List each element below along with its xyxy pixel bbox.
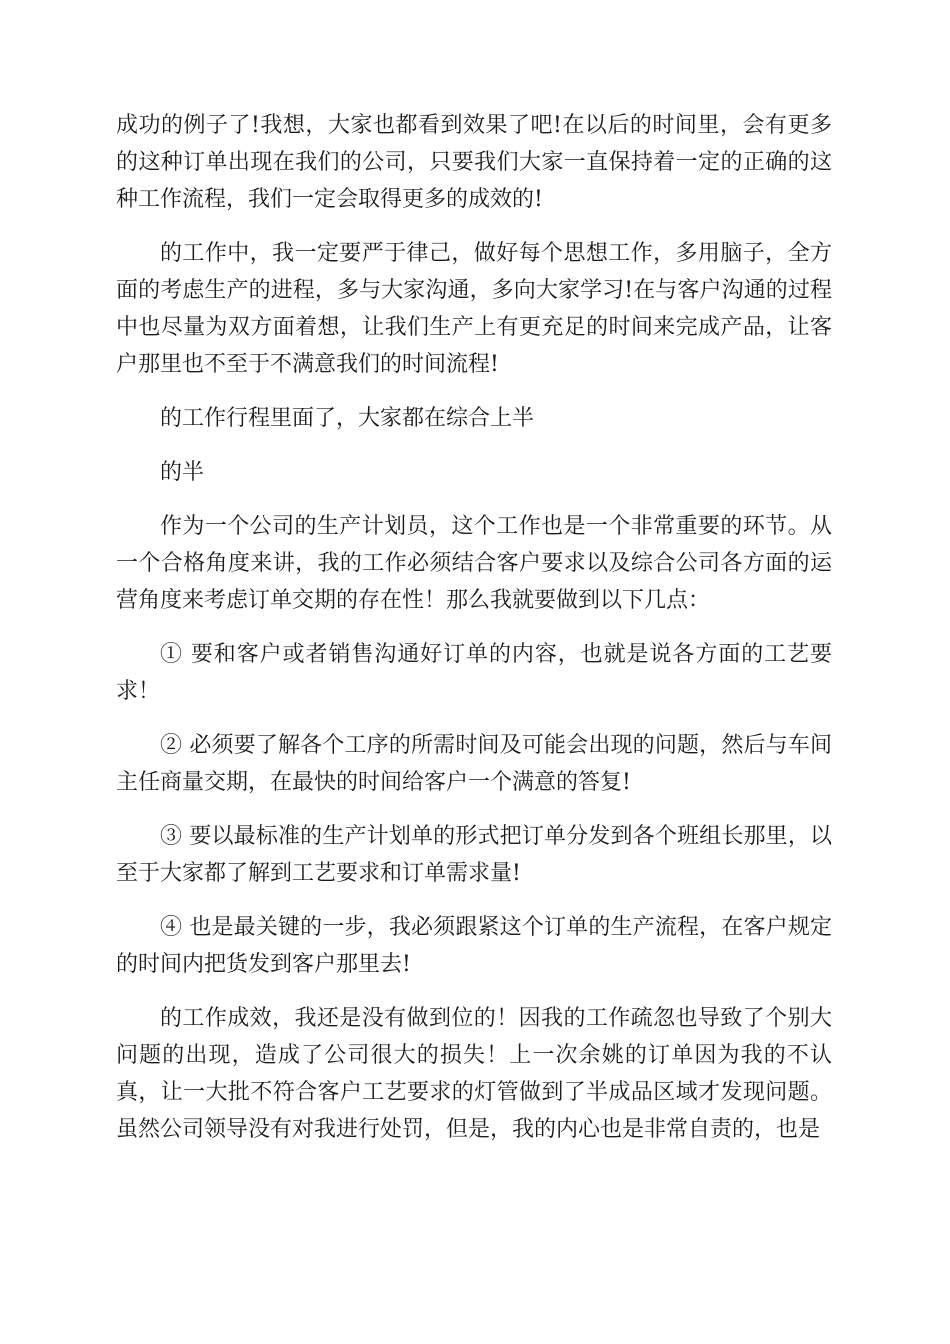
- paragraph-5: 作为一个公司的生产计划员，这个工作也是一个非常重要的环节。从一个合格角度来讲，我的工作必须结合客户要求以及综合公司各方面的运营角度来考虑订单交期的存在性！那么我就要做到以下几点：: [116, 514, 832, 613]
- paragraph-2: 的工作中，我一定要严于律己，做好每个思想工作，多用脑子，全方面的考虑生产的进程，多与大家沟通，多向大家学习!在与客户沟通的过程中也尽量为双方面着想，让我们生产上有更充足的时间来完成产品，让客户那里也不至于不满意我们的时间流程!: [116, 241, 832, 377]
- list-item-2: ② 必须要了解各个工序的所需时间及可能会出现的问题，然后与车间主任商量交期，在最快的时间给客户一个满意的答复!: [116, 733, 832, 795]
- document-body: [116, 107, 832, 1165]
- paragraph-1: 成功的例子了!我想，大家也都看到效果了吧!在以后的时间里，会有更多的这种订单出现在我们的公司，只要我们大家一直保持着一定的正确的这种工作流程，我们一定会取得更多的成效的!: [116, 113, 832, 212]
- paragraph-6: 的工作成效，我还是没有做到位的！因我的工作疏忽也导致了个别大问题的出现，造成了公司很大的损失！上一次余姚的订单因为我的不认真，让一大批不符合客户工艺要求的灯管做到了半成品区域才发现问题。虽然公司领导没有对我进行处罚，但是，我的内心也是非常自责的，也是: [116, 1006, 832, 1142]
- list-item-3: ③ 要以最标准的生产计划单的形式把订单分发到各个班组长那里，以至于大家都了解到工艺要求和订单需求量!: [116, 824, 832, 886]
- list-item-1: ① 要和客户或者销售沟通好订单的内容，也就是说各方面的工艺要求！: [116, 642, 832, 704]
- list-item-4: ④ 也是最关键的一步，我必须跟紧这个订单的生产流程，在客户规定的时间内把货发到客户那里去!: [116, 915, 832, 977]
- paragraph-4: 的半: [160, 460, 205, 485]
- paragraph-3: 的工作行程里面了，大家都在综合上半: [160, 406, 535, 431]
